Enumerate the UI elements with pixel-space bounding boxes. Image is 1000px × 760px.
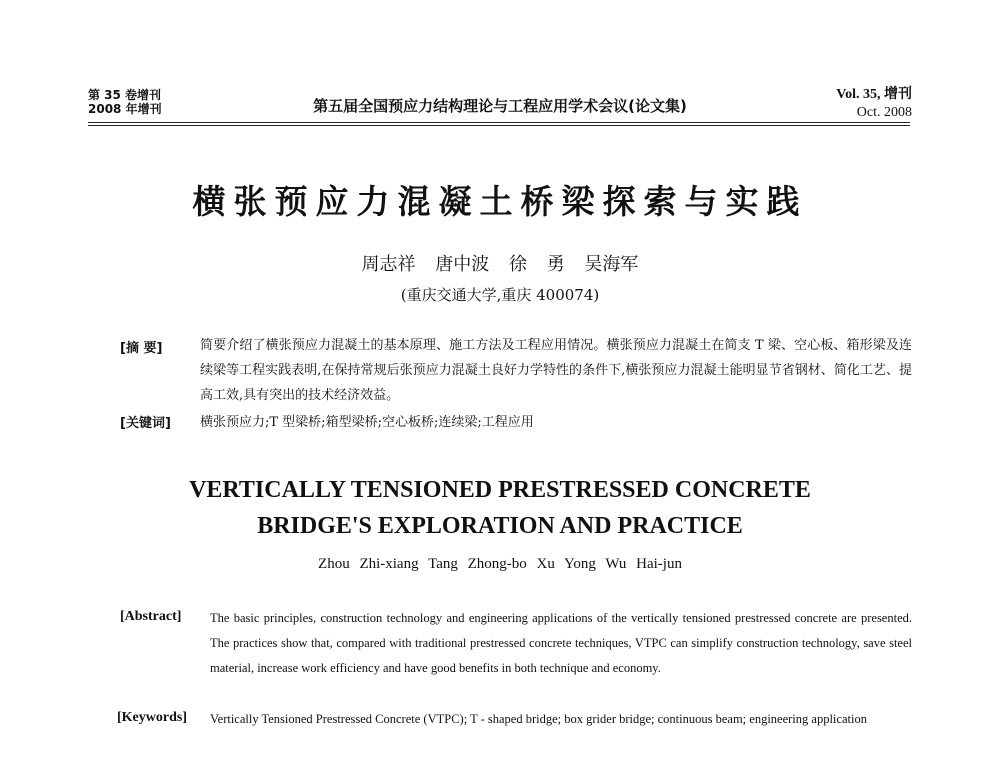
keywords-label-en: [Keywords] xyxy=(117,710,187,725)
keywords-label-cn: [关键词] xyxy=(120,416,171,431)
header-rule-bottom xyxy=(88,125,910,126)
journal-volume-en xyxy=(836,86,912,122)
date-en: Oct. 2008 xyxy=(856,105,912,120)
title-en-line1: VERTICALLY TENSIONED PRESTRESSED CONCRETE xyxy=(189,477,811,503)
year-cn: 2008 年增刊 xyxy=(88,102,162,116)
volume-cn: 第 35 卷增刊 xyxy=(88,88,162,102)
conference-title: 第五届全国预应力结构理论与工程应用学术会议(论文集) xyxy=(313,97,687,115)
header-rule-top xyxy=(88,122,910,123)
affiliation-cn: (重庆交通大学,重庆 400074) xyxy=(400,286,600,304)
authors-en: Zhou Zhi-xiang Tang Zhong-bo Xu Yong Wu Hai-jun xyxy=(318,556,682,572)
abstract-label-cn: [摘 要] xyxy=(120,341,163,356)
abstract-cn: 简要介绍了横张预应力混凝土的基本原理、施工方法及工程应用情况。横张预应力混凝土在简支 T 梁、空心板、箱形梁及连续梁等工程实践表明,在保持常规后张预应力混凝土良好力学特性的条件下,横张预应力混凝土能明显节省钢材、简化工艺、提高工效,具有突出的技术经济效益。 xyxy=(200,338,912,403)
abstract-en: The basic principles, construction technology and engineering applications of the vertically tensioned prestressed concrete are presented. The practices show that, compared with traditional prestressed concrete techniques, VTPC can simplify construction technology, save steel material, increase work efficiency and have good benefits in both technique and economy. xyxy=(210,611,912,675)
volume-en: Vol. 35, 增刊 xyxy=(836,87,912,102)
authors-cn: 周志祥 唐中波 徐 勇 吴海军 xyxy=(361,254,639,275)
abstract-label-en: [Abstract] xyxy=(120,609,182,624)
paper-title-cn: 横张预应力混凝土桥梁探索与实践 xyxy=(192,182,808,221)
keywords-cn: 横张预应力;T 型梁桥;箱型梁桥;空心板桥;连续梁;工程应用 xyxy=(200,415,534,430)
paper-title-en xyxy=(0,472,1000,544)
keywords-en: Vertically Tensioned Prestressed Concrete (VTPC); T - shaped bridge; box grider bridge; continuous beam; engineering application xyxy=(210,712,867,726)
title-en-line2: BRIDGE'S EXPLORATION AND PRACTICE xyxy=(257,513,743,539)
